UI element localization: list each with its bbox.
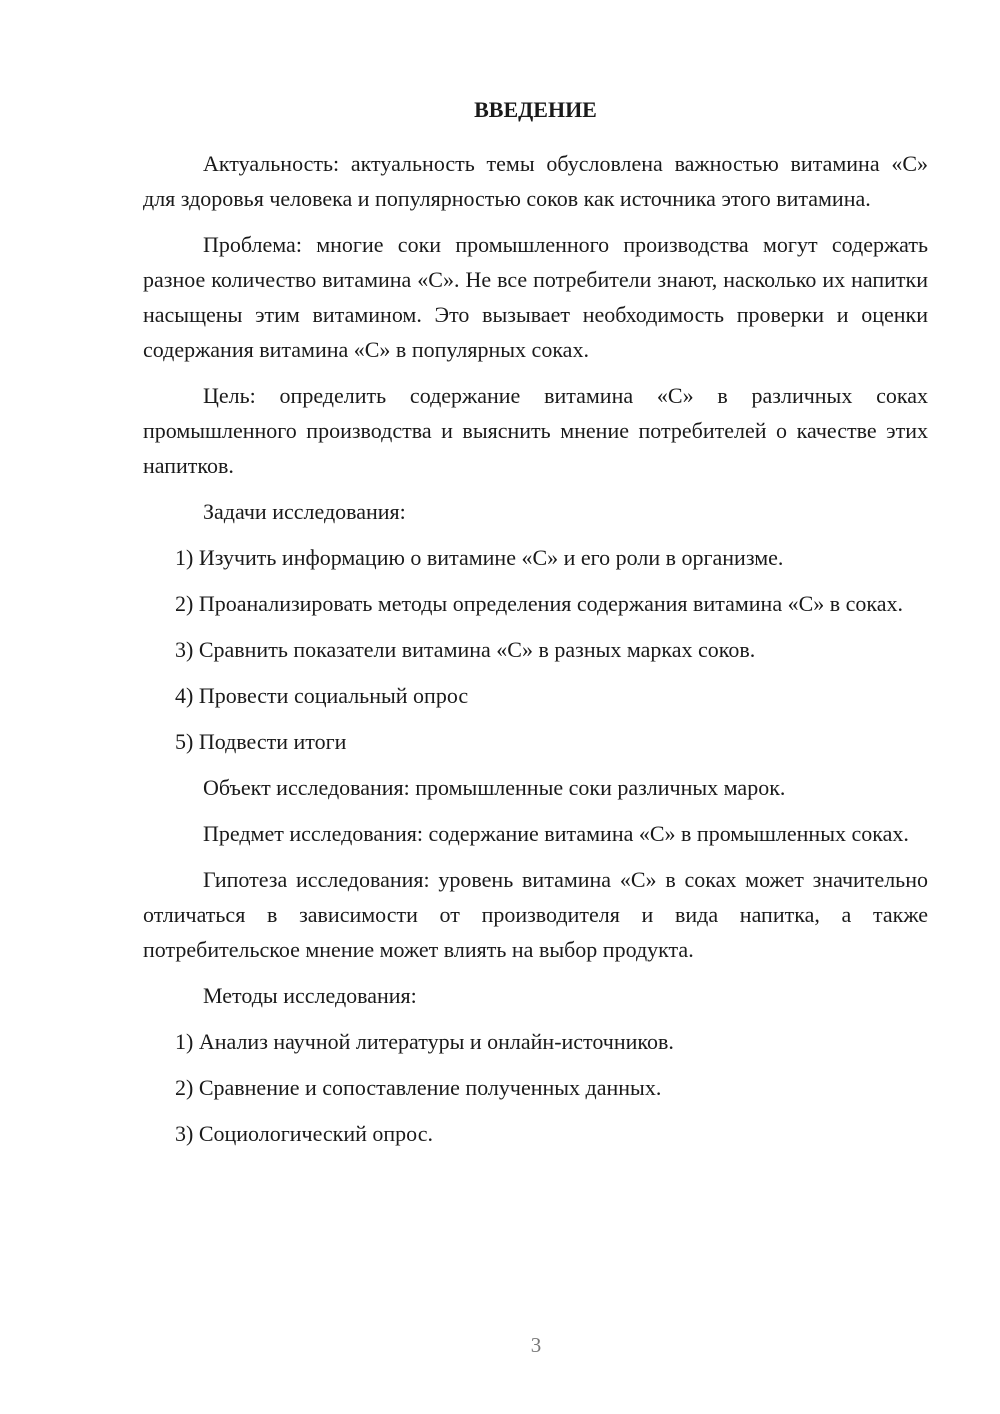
problem-paragraph: Проблема: многие соки промышленного производства могут содержать разное количество витамина «С». Не все потребители знают, насколько их напитки насыщены этим витамином. Это вызывает необходимость проверки и оценки содержания витамина «С» в популярных соках. bbox=[143, 232, 928, 362]
section-title: ВВЕДЕНИЕ bbox=[474, 97, 597, 122]
task-item-3: 3) Сравнить показатели витамина «С» в разных марках соков. bbox=[175, 637, 756, 662]
task-item-5: 5) Подвести итоги bbox=[175, 729, 347, 754]
page-number: 3 bbox=[530, 1333, 542, 1357]
goal-paragraph: Цель: определить содержание витамина «С» в различных соках промышленного производства и выяснить мнение потребителей о качестве этих напитков. bbox=[143, 383, 928, 478]
subject-paragraph: Предмет исследования: содержание витамина «С» в промышленных соках. bbox=[203, 821, 909, 846]
relevance-paragraph: Актуальность: актуальность темы обусловлена важностью витамина «С» для здоровья человека и популярностью соков как источника этого витамина. bbox=[143, 151, 928, 211]
task-item-2: 2) Проанализировать методы определения содержания витамина «С» в соках. bbox=[175, 591, 904, 616]
hypothesis-paragraph: Гипотеза исследования: уровень витамина «С» в соках может значительно отличаться в зависимости от производителя и вида напитка, а также потребительское мнение может влиять на выбор продукта. bbox=[143, 867, 928, 962]
object-paragraph: Объект исследования: промышленные соки различных марок. bbox=[203, 775, 786, 800]
method-item-3: 3) Социологический опрос. bbox=[175, 1121, 433, 1146]
tasks-heading: Задачи исследования: bbox=[203, 499, 406, 524]
task-item-4: 4) Провести социальный опрос bbox=[175, 683, 469, 708]
document-page bbox=[143, 92, 928, 1162]
method-item-1: 1) Анализ научной литературы и онлайн-источников. bbox=[175, 1029, 674, 1054]
method-item-2: 2) Сравнение и сопоставление полученных данных. bbox=[175, 1075, 662, 1100]
methods-heading: Методы исследования: bbox=[203, 983, 417, 1008]
task-item-1: 1) Изучить информацию о витамине «С» и его роли в организме. bbox=[175, 545, 784, 570]
